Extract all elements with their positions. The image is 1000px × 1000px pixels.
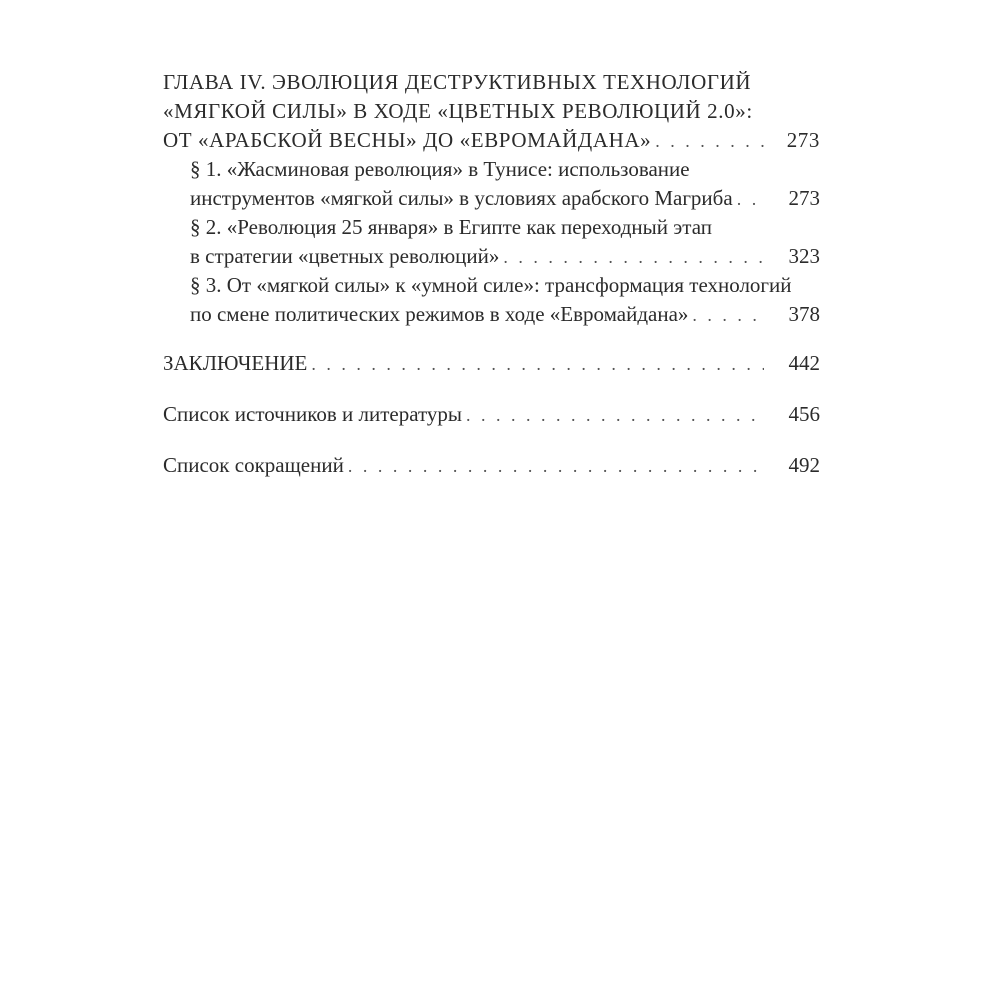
chapter-4-title-text-2: «МЯГКОЙ СИЛЫ» В ХОДЕ «ЦВЕТНЫХ РЕВОЛЮЦИЙ 2.0»:	[163, 99, 753, 123]
section-1-line-2	[163, 184, 820, 213]
conclusion-entry	[163, 349, 820, 378]
chapter-4-title-text-3: ОТ «АРАБСКОЙ ВЕСНЫ» ДО «ЕВРОМАЙДАНА»	[163, 128, 652, 152]
section-3-line-1	[163, 271, 820, 300]
dot-leader	[466, 401, 764, 430]
sources-entry	[163, 400, 820, 429]
section-1-page-number: 273	[788, 186, 820, 210]
sources-label: Список источников и литературы	[163, 402, 463, 426]
section-2-line-1	[163, 213, 820, 242]
abbreviations-entry	[163, 451, 820, 480]
conclusion-page-number: 442	[788, 351, 820, 375]
section-1-text-2: инструментов «мягкой силы» в условиях арабского Магриба	[190, 186, 733, 210]
dot-leader	[655, 127, 764, 156]
conclusion-label: ЗАКЛЮЧЕНИЕ	[163, 351, 308, 375]
dot-leader	[348, 452, 764, 481]
section-2-page-number: 323	[788, 244, 820, 268]
section-2-text-2: в стратегии «цветных революций»	[190, 244, 500, 268]
section-3-line-2	[163, 300, 820, 329]
section-2-line-2	[163, 242, 820, 271]
abbreviations-page-number: 492	[788, 453, 820, 477]
section-1-text-1: § 1. «Жасминовая революция» в Тунисе: использование	[190, 157, 690, 181]
dot-leader	[311, 350, 764, 379]
section-3-text-2: по смене политических режимов в ходе «Евромайдана»	[190, 302, 689, 326]
section-2-text-1: § 2. «Революция 25 января» в Египте как переходный этап	[190, 215, 712, 239]
table-of-contents	[163, 68, 820, 480]
dot-leader	[737, 185, 764, 214]
section-1-line-1	[163, 155, 820, 184]
section-3-page-number: 378	[788, 302, 820, 326]
abbreviations-label: Список сокращений	[163, 453, 344, 477]
dot-leader	[503, 243, 764, 272]
sources-page-number: 456	[788, 402, 820, 426]
chapter-4-title-line-1	[163, 68, 820, 97]
chapter-4-title-line-3	[163, 126, 820, 155]
chapter-4-title-line-2	[163, 97, 820, 126]
section-3-text-1: § 3. От «мягкой силы» к «умной силе»: трансформация технологий	[190, 273, 792, 297]
chapter-4-page-number: 273	[786, 128, 820, 152]
chapter-4-title-text-1: ГЛАВА IV. ЭВОЛЮЦИЯ ДЕСТРУКТИВНЫХ ТЕХНОЛОГИЙ	[163, 70, 752, 94]
dot-leader	[692, 301, 764, 330]
